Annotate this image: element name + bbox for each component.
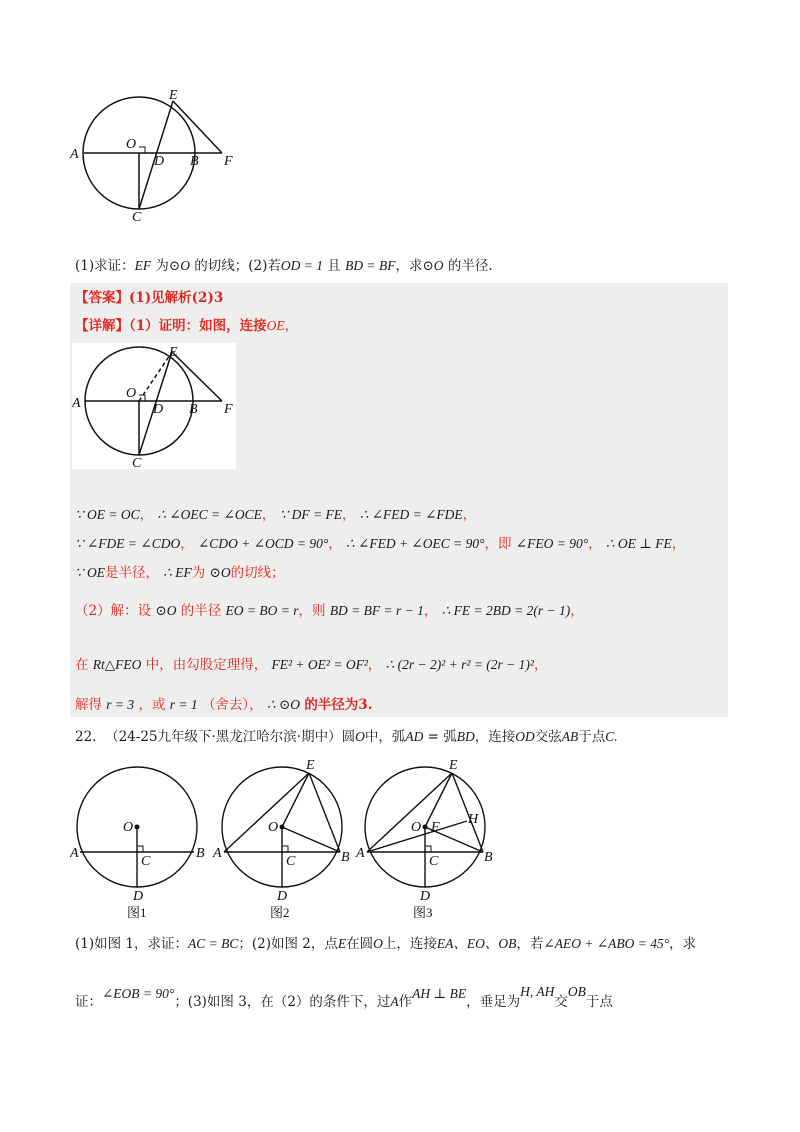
label-c: C bbox=[132, 210, 142, 225]
label-b: B bbox=[341, 850, 350, 865]
figure-22-1 bbox=[70, 765, 215, 925]
label-b: B bbox=[189, 402, 198, 417]
label-d: D bbox=[420, 889, 431, 904]
proof-line-1: ∵ OE = OC， ∴ ∠OEC = ∠OCE， ∵ DF = FE， ∴ ∠FED = ∠FDE， bbox=[75, 507, 477, 523]
figure-22-2 bbox=[210, 755, 360, 925]
figure-top bbox=[60, 85, 260, 225]
line-ef bbox=[172, 352, 222, 401]
label-c: C bbox=[429, 854, 439, 869]
label-b: B bbox=[484, 850, 493, 865]
label-h: H bbox=[468, 812, 479, 827]
label-a: A bbox=[70, 846, 79, 861]
label-a: A bbox=[356, 846, 365, 861]
label-d: D bbox=[277, 889, 288, 904]
center-dot bbox=[423, 825, 428, 830]
detail-heading: 【详解】（1）证明：如图，连接OE， bbox=[75, 318, 299, 334]
caption-fig2: 图2 bbox=[270, 905, 290, 920]
proof-line-2: ∵ ∠FDE = ∠CDO， ∠CDO + ∠OCD = 90°， ∴ ∠FED + ∠OEC = 90°，即 ∠FEO = 90°， ∴ OE ⊥ FE， bbox=[75, 536, 686, 552]
label-a: A bbox=[72, 396, 81, 411]
proof-line-4: （2）解：设 ⊙O 的半径 EO = BO = r，则 BD = BF = r − 1， ∴ FE = 2BD = 2(r − 1)， bbox=[75, 603, 584, 619]
label-c: C bbox=[286, 854, 296, 869]
proof-line-5: 在 Rt△FEO 中，由勾股定理得， FE² + OE² = OF²， ∴ (2r − 2)² + r² = (2r − 1)²， bbox=[75, 657, 548, 673]
center-dot bbox=[135, 825, 140, 830]
caption-fig3: 图3 bbox=[413, 905, 433, 920]
question-line: (1)求证：EF 为⊙O 的切线；(2)若OD = 1 且 BD = BF，求⊙O 的半径. bbox=[75, 258, 493, 274]
label-e: E bbox=[169, 88, 178, 103]
q22-line: 22. （24-25九年级下·黑龙江哈尔滨·期中）圆O中，弧AD = 弧BD，连接OD交弦AB于点C. bbox=[75, 729, 618, 745]
label-b: B bbox=[196, 846, 205, 861]
label-f: F bbox=[224, 154, 233, 169]
figure-22-3 bbox=[355, 755, 505, 925]
label-o: O bbox=[126, 137, 137, 152]
label-o: O bbox=[126, 386, 137, 401]
label-e: E bbox=[169, 345, 178, 360]
q22-parts-line-2: 证：∠EOB = 90°；(3)如图 3，在（2）的条件下，过A作AH ⊥ BE，垂足为H, AH交OB于点 bbox=[75, 984, 613, 1010]
line-ef bbox=[173, 101, 222, 153]
label-o: O bbox=[268, 820, 279, 835]
label-c: C bbox=[141, 854, 151, 869]
proof-line-6: 解得 r = 3 ，或 r = 1 （舍去）， ∴ ⊙O 的半径为3. bbox=[75, 697, 373, 713]
center-dot bbox=[280, 825, 285, 830]
label-d: D bbox=[154, 154, 165, 169]
figure-mid bbox=[72, 343, 242, 469]
label-f: F bbox=[431, 820, 440, 835]
right-angle-mark bbox=[139, 147, 145, 153]
label-a: A bbox=[70, 147, 79, 162]
label-b: B bbox=[190, 154, 199, 169]
label-o: O bbox=[411, 820, 422, 835]
label-e: E bbox=[449, 758, 458, 773]
label-e: E bbox=[306, 758, 315, 773]
line-oe-dashed bbox=[139, 352, 172, 401]
label-d: D bbox=[153, 402, 164, 417]
q22-parts-line-1: (1)如图 1，求证：AC = BC；(2)如图 2，点E在圆O上，连接EA、EO、OB，若∠AEO + ∠ABO = 45°，求 bbox=[75, 936, 697, 952]
label-d: D bbox=[133, 889, 144, 904]
label-c: C bbox=[132, 456, 142, 469]
answer-tag: 【答案】(1)见解析(2)3 bbox=[75, 290, 224, 306]
label-f: F bbox=[224, 402, 233, 417]
proof-line-3: ∵ OE是半径， ∴ EF为 ⊙O的切线； bbox=[75, 565, 285, 581]
label-o: O bbox=[123, 820, 134, 835]
label-a: A bbox=[213, 846, 222, 861]
caption-fig1: 图1 bbox=[127, 905, 147, 920]
